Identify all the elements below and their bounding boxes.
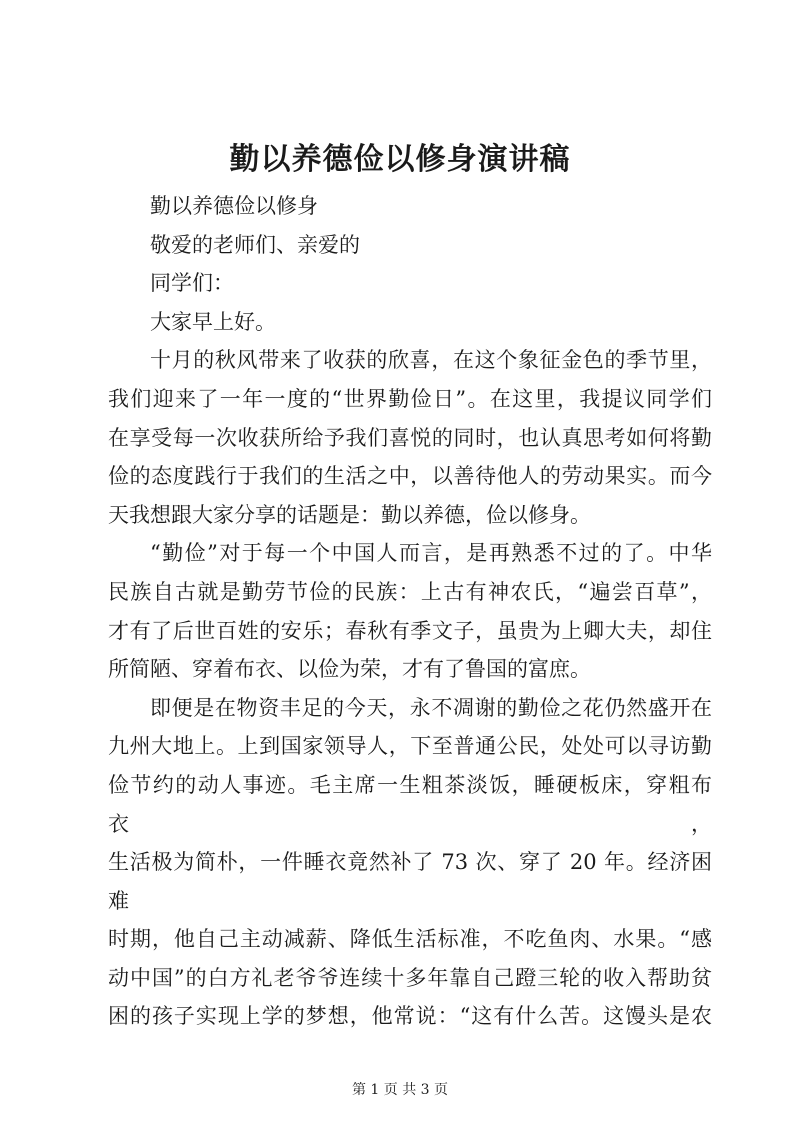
paragraph (108, 689, 712, 1036)
salutation-line: 勤以养德俭以修身 (150, 194, 318, 218)
paragraph (108, 534, 712, 688)
paragraph-line: 天我想跟大家分享的话题是：勤以养德，俭以修身。 (108, 502, 591, 527)
document-body (108, 187, 712, 1036)
salutation-line: 大家早上好。 (150, 309, 276, 334)
paragraph-line: “勤俭”对于每一个中国人而言，是再熟悉不过的了。中华 (150, 541, 712, 566)
paragraph-line: 生活极为简朴，一件睡衣竟然补了 73 次、穿了 20 年。经济困难 (108, 850, 712, 913)
paragraph-line: 即便是在物资丰足的今天，永不凋谢的勤俭之花仍然盛开在 (150, 695, 712, 720)
paragraph-line: 动中国”的白方礼老爷爷连续十多年靠自己蹬三轮的收入帮助贫 (108, 965, 712, 990)
salutation-line: 同学们： (150, 271, 234, 296)
paragraph-line: 在享受每一次收获所给予我们喜悦的同时，也认真思考如何将勤 (108, 425, 712, 450)
paragraph (108, 341, 712, 534)
paragraph-line: 俭的态度践行于我们的生活之中，以善待他人的劳动果实。而今 (108, 464, 712, 489)
paragraph-line: 俭节约的动人事迹。毛主席一生粗茶淡饭，睡硬板床，穿粗布衣， (108, 772, 712, 836)
paragraph-line: 困的孩子实现上学的梦想，他常说：“这有什么苦。这馒头是农 (108, 1004, 712, 1029)
paragraph-line: 所简陋、穿着布衣、以俭为荣，才有了鲁国的富庶。 (108, 657, 591, 682)
paragraph-line: 十月的秋风带来了收获的欣喜，在这个象征金色的季节里， (150, 348, 712, 373)
paragraph-line: 才有了后世百姓的安乐；春秋有季文子，虽贵为上卿大夫，却住 (108, 618, 712, 643)
paragraph-line: 我们迎来了一年一度的“世界勤俭日”。在这里，我提议同学们 (108, 386, 712, 411)
salutation-line: 敬爱的老师们、亲爱的 (150, 232, 360, 257)
paragraph-line: 九州大地上。上到国家领导人，下至普通公民，处处可以寻访勤 (108, 734, 712, 759)
document-title: 勤以养德俭以修身演讲稿 (229, 142, 571, 177)
paragraph-line: 民族自古就是勤劳节俭的民族：上古有神农氏，“遍尝百草”， (108, 579, 712, 604)
paragraph-line: 时期，他自己主动减薪、降低生活标准，不吃鱼肉、水果。“感 (108, 927, 712, 952)
page-footer: 第 1 页 共 3 页 (351, 1082, 449, 1098)
